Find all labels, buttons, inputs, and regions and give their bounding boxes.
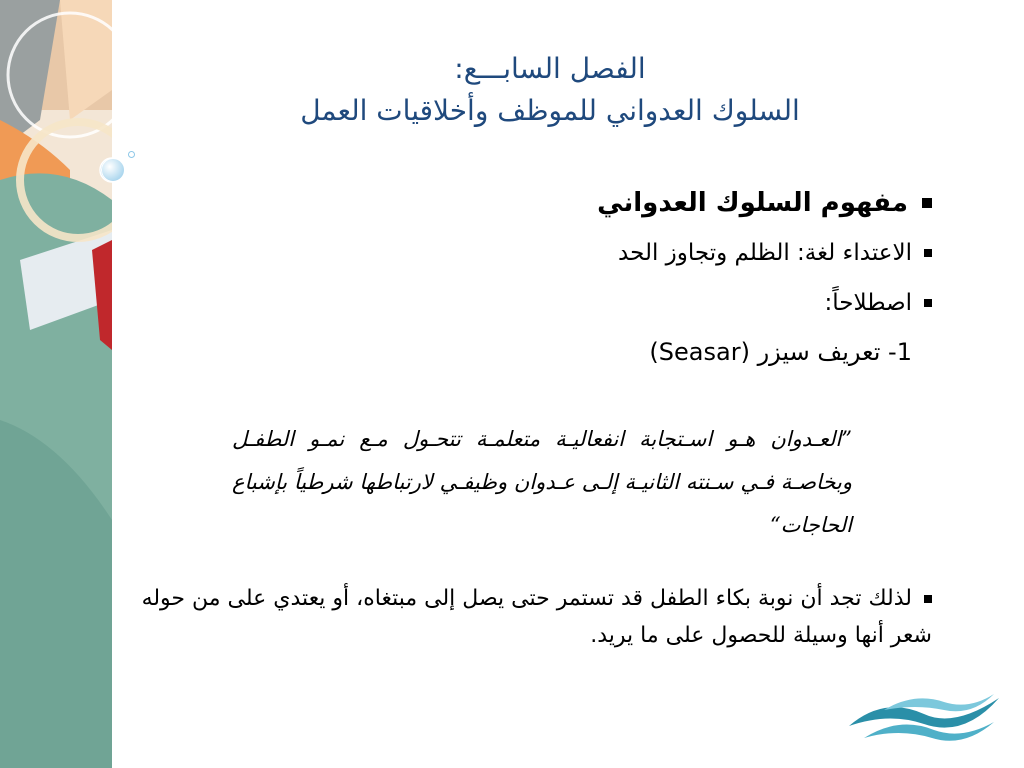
left-decorative-art [0,0,112,768]
explanation-paragraph [102,580,932,654]
bullet-term-definition [825,290,933,316]
bullet-term-text: اصطلاحاً: [824,290,912,316]
definition-label-text: 1- تعريف سيزر (Seasar) [649,338,912,366]
heading-text: مفهوم السلوك العدواني [597,188,908,218]
square-bullet-icon [924,595,932,603]
small-bubble-icon [128,151,135,158]
title-line-subject: السلوك العدواني للموظف وأخلاقيات العمل [300,94,800,127]
explanation-text: لذلك تجد أن نوبة بكاء الطفل قد تستمر حتى يصل إلى مبتغاه، أو يعتدي على من حوله شعر أنها وسيلة للحصول على ما يريد. [141,586,932,648]
square-bullet-icon [924,249,932,257]
bubble-icon [101,158,125,182]
definition-label [649,338,912,366]
title-line-chapter: الفصل السابـــع: [454,52,646,85]
wave-logo-icon [844,686,1004,746]
square-bullet-icon [922,198,932,208]
bullet-language-definition [618,240,932,266]
definition-quote: ”العـدوان هـو اسـتجابة انفعاليـة متعلمـة تتحـول مـع نمـو الطفـل وبخاصـة فـي سـنته الثانيـة إلـى عـدوان وظيفـي لارتباطها شرطياً بإشباع الحاجات“ [232,427,852,537]
square-bullet-icon [924,299,932,307]
heading-bullet [597,188,932,218]
slide-title [200,48,900,132]
bullet-language-text: الاعتداء لغة: الظلم وتجاوز الحد [618,240,912,266]
